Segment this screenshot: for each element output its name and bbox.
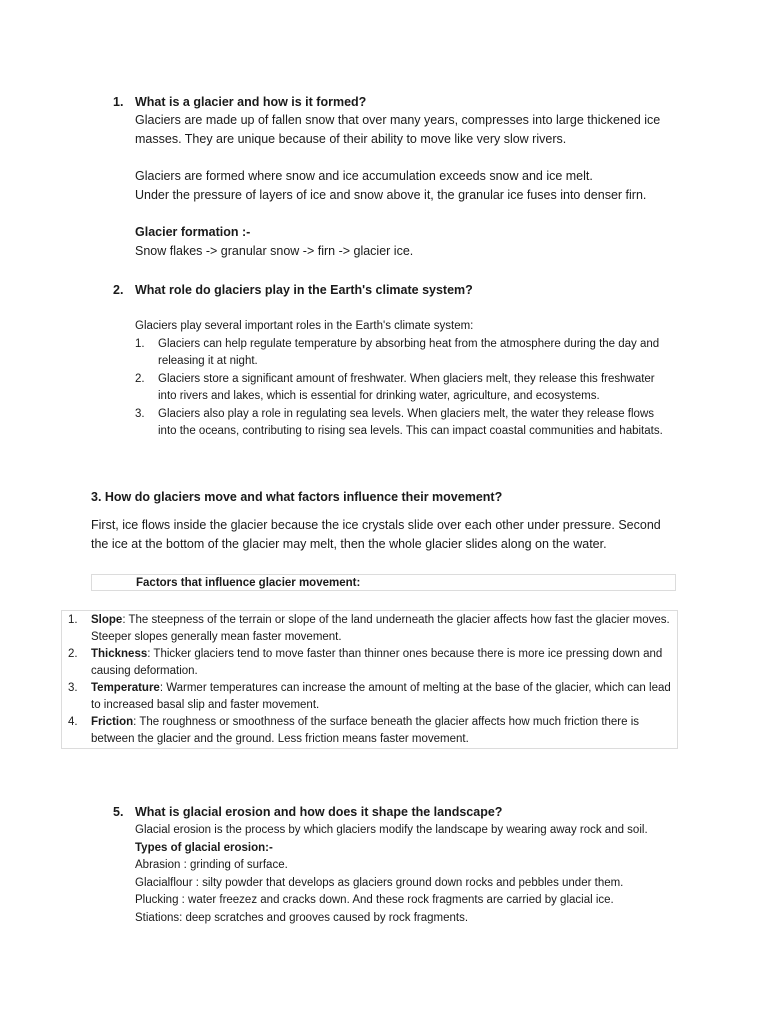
factor-text: : Thicker glaciers tend to move faster than thinner ones because there is more ice pressing down and causing deformation.	[91, 648, 663, 677]
q2-intro: Glaciers play several important roles in the Earth's climate system:	[135, 320, 474, 332]
factor-text: : Warmer temperatures can increase the amount of melting at the base of the glacier, which can lead to increased basal slip and faster movement.	[91, 682, 671, 711]
factor-text: : The roughness or smoothness of the surface beneath the glacier affects how much friction there is between the glacier and the ground. Less friction means faster movement.	[91, 716, 640, 745]
erosion-type-line: Plucking : water freezez and cracks down. And these rock fragments are carried by glacial ice.	[135, 894, 614, 906]
factor-term: Friction	[91, 716, 134, 728]
list-item-number: 2.	[135, 372, 145, 385]
q1-paragraph-2b: Under the pressure of layers of ice and snow above it, the granular ice fuses into denser firn.	[135, 188, 647, 202]
factor-term: Slope	[91, 614, 123, 626]
q1-paragraph-2a: Glaciers are formed where snow and ice accumulation exceeds snow and ice melt.	[135, 169, 593, 183]
list-item-text: Glaciers can help regulate temperature by absorbing heat from the atmosphere during the day and releasing it at night.	[158, 337, 660, 367]
factors-table-header: Factors that influence glacier movement:	[91, 574, 676, 591]
list-item	[135, 406, 670, 441]
factor-term: Thickness	[91, 648, 148, 660]
list-item-text: Glaciers also play a role in regulating sea levels. When glaciers melt, the water they release flows into the oceans, contributing to rising sea levels. This can impact coastal communities and habitats.	[158, 407, 663, 437]
q2-body	[135, 318, 670, 441]
q3-text: First, ice flows inside the glacier because the ice crystals slide over each other under pressure. Second the ice at the bottom of the glacier may melt, then the whole glacier slides along on the water.	[91, 518, 661, 551]
factor-number: 1.	[68, 614, 78, 626]
factor-item-slope	[68, 612, 673, 646]
erosion-type-line: Abrasion : grinding of surface.	[135, 859, 288, 871]
q5-title: What is glacial erosion and how does it shape the landscape?	[135, 805, 503, 819]
list-item	[135, 371, 670, 406]
q2-number: 2.	[113, 283, 124, 297]
q1-number: 1.	[113, 95, 124, 109]
list-item	[135, 336, 670, 371]
q3-title: 3. How do glaciers move and what factors influence their movement?	[91, 490, 503, 504]
erosion-type-line: Stiations: deep scratches and grooves caused by rock fragments.	[135, 911, 469, 924]
q5-number: 5.	[113, 805, 124, 819]
factor-term: Temperature	[91, 682, 160, 694]
q1-paragraph-1: Glaciers are made up of fallen snow that over many years, compresses into large thickened ice masses. They are unique because of their ability to move like very slow rivers.	[135, 113, 661, 146]
factor-item-thickness	[68, 646, 673, 680]
q5-intro: Glacial erosion is the process by which glaciers modify the landscape by wearing away rock and soil.	[135, 824, 648, 836]
factor-item-temperature	[68, 680, 673, 714]
q5-body	[135, 822, 695, 927]
q5-types-title: Types of glacial erosion:-	[135, 841, 273, 854]
q1-formation-text: Snow flakes -> granular snow -> firn -> glacier ice.	[135, 244, 414, 258]
factors-table	[61, 610, 678, 749]
q1-title: What is a glacier and how is it formed?	[135, 95, 367, 109]
factor-item-friction	[68, 714, 673, 748]
list-item-text: Glaciers store a significant amount of freshwater. When glaciers melt, they release this freshwater into rivers and lakes, which is essential for drinking water, agriculture, and ecosystems.	[158, 372, 655, 402]
factor-number: 4.	[68, 716, 78, 728]
q1-formation-title: Glacier formation :-	[135, 225, 251, 239]
erosion-type-line: Glacialflour : silty powder that develops as glaciers ground down rocks and pebbles under them.	[135, 876, 624, 889]
list-item-number: 3.	[135, 407, 145, 420]
list-item-number: 1.	[135, 337, 145, 350]
q1-body	[135, 111, 695, 261]
factor-text: : The steepness of the terrain or slope of the land underneath the glacier affects how fast the glacier moves. Steeper slopes generally mean faster movement.	[91, 614, 670, 643]
factor-number: 3.	[68, 682, 78, 694]
factor-number: 2.	[68, 648, 78, 660]
q2-title: What role do glaciers play in the Earth's climate system?	[135, 283, 473, 297]
